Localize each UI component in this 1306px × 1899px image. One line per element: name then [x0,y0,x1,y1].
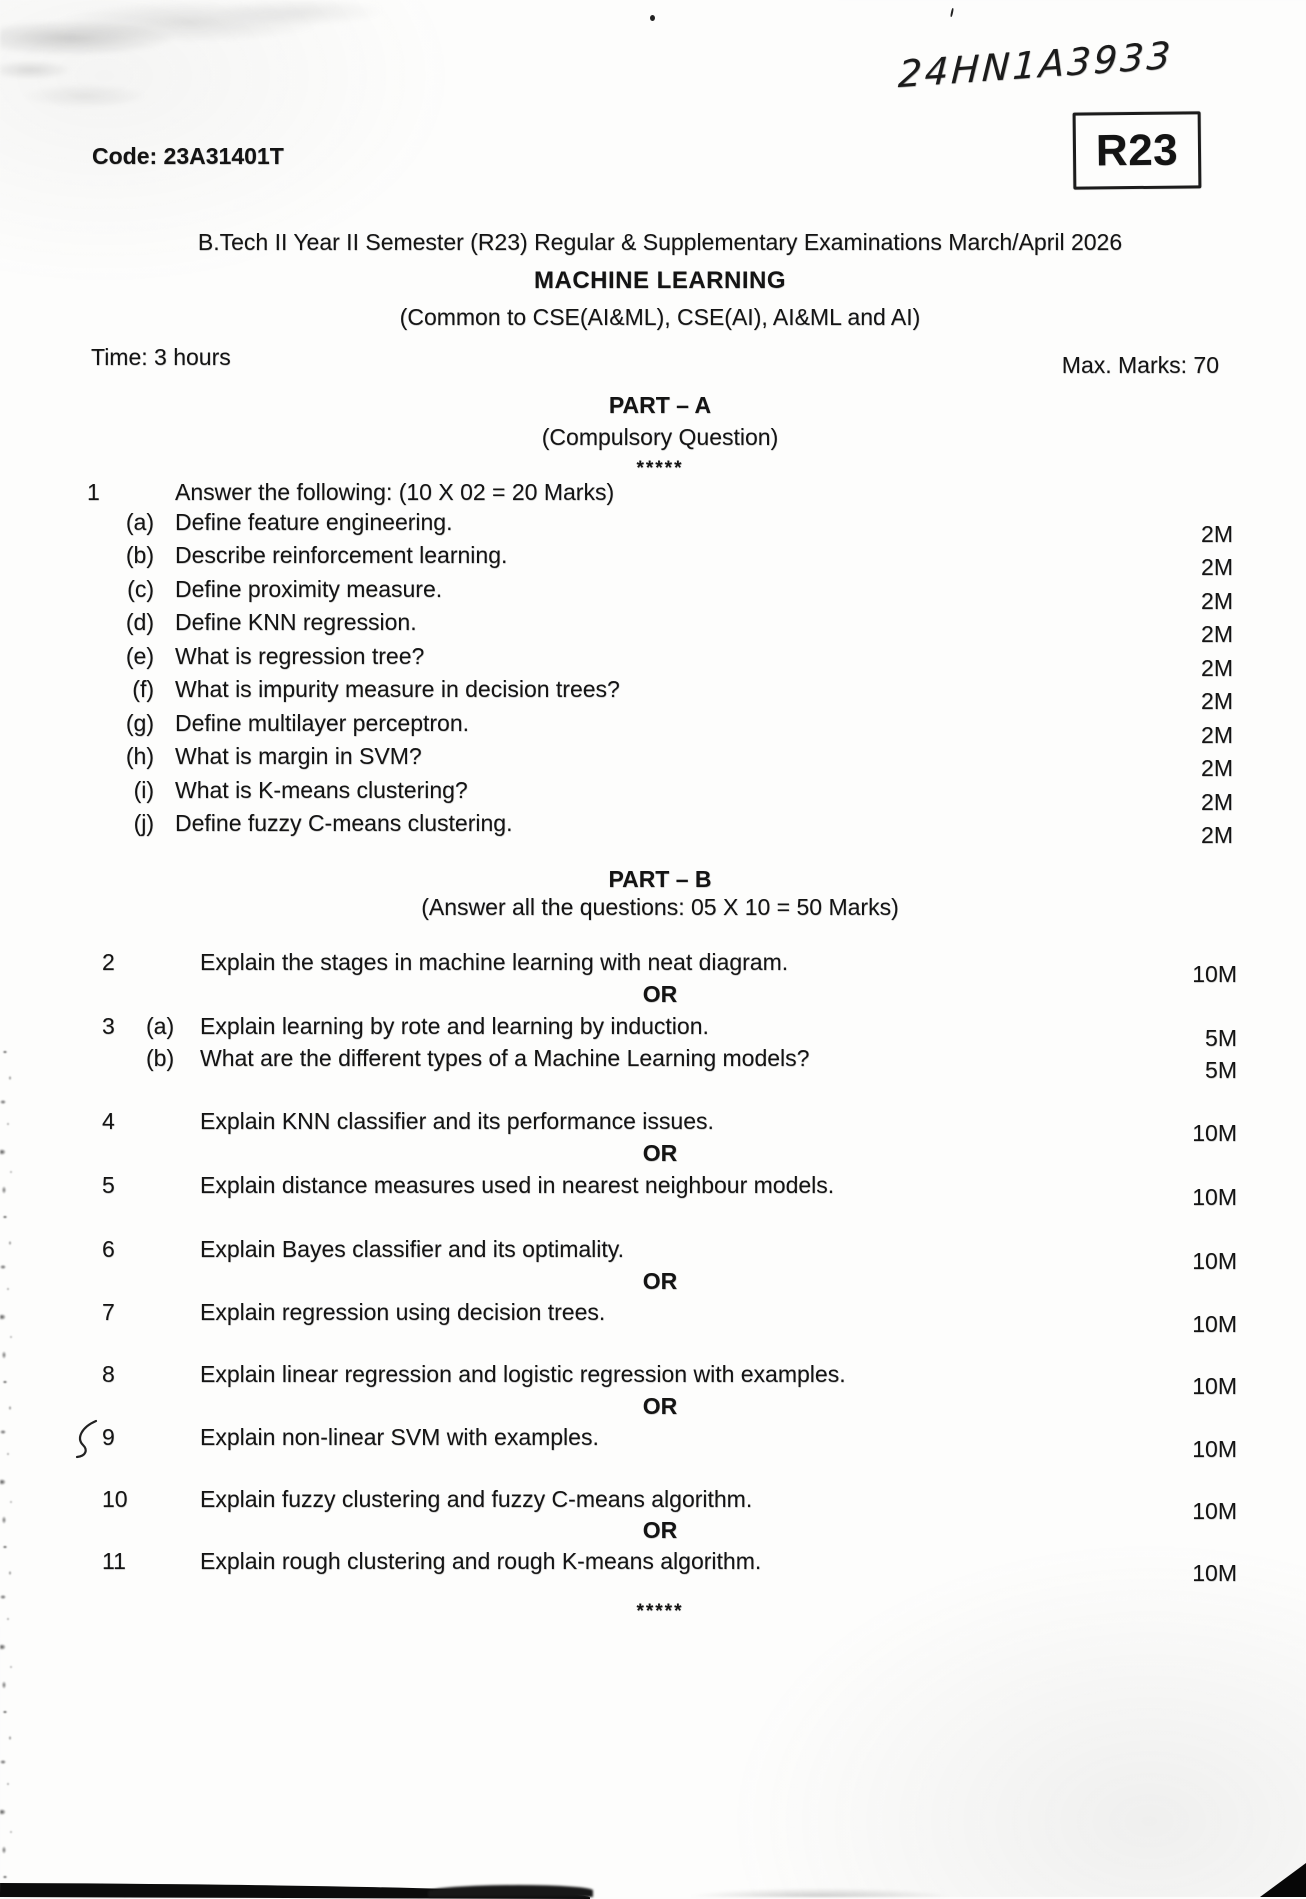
question-marks: 10M [1192,1560,1237,1586]
or-separator: OR [642,1140,678,1166]
question-marks: 10M [1192,1311,1237,1337]
scanner-speck-dot [650,15,655,21]
item-marks: 2M [1201,822,1233,848]
question-number: 8 [102,1361,115,1387]
item-text: Define fuzzy C-means clustering. [175,810,513,836]
item-label: (a) [125,509,154,535]
question-row [0,1486,1306,1524]
scanner-left-edge-noise [0,1040,15,1897]
item-text: What is impurity measure in decision trees? [175,676,620,702]
question-text: Answer the following: (10 X 02 = 20 Marks) [175,479,615,505]
or-separator: OR [642,981,678,1007]
scanner-corner-wedge [1260,1863,1306,1897]
question-row [0,1045,1306,1083]
question-number: 11 [102,1548,126,1574]
question-text: What are the different types of a Machine Learning models? [200,1045,810,1071]
question-number: 2 [102,949,115,975]
part-a-item [0,777,1306,815]
question-row [0,1172,1306,1210]
item-text: What is regression tree? [175,643,425,669]
question-number: 5 [102,1172,115,1198]
regulation-badge [1073,111,1202,189]
exam-title-line: B.Tech II Year II Semester (R23) Regular & Supplementary Examinations March/April 2026 [197,229,1123,255]
question-text: Explain fuzzy clustering and fuzzy C-means algorithm. [200,1486,753,1512]
question-number: 7 [102,1299,115,1325]
item-label: (f) [132,676,154,702]
question-text: Explain KNN classifier and its performance issues. [200,1108,714,1134]
question-number: 1 [87,479,100,505]
question-number: 4 [102,1108,115,1134]
question-text: Explain non-linear SVM with examples. [200,1424,599,1450]
question-number: 10 [102,1486,128,1512]
question-row [0,1236,1306,1274]
handwritten-register-number: 24HN1A3933 [897,33,1175,97]
question-row [0,1299,1306,1337]
question-row [0,1108,1306,1146]
item-marks: 2M [1201,588,1233,614]
question-marks: 5M [1205,1025,1237,1051]
question-row [0,1361,1306,1399]
item-label: (j) [133,810,154,836]
question-sublabel: (b) [146,1045,175,1071]
question-text: Explain rough clustering and rough K-means algorithm. [200,1548,762,1574]
item-label: (i) [133,777,154,803]
question-text: Explain the stages in machine learning with neat diagram. [200,949,789,975]
subject-title: MACHINE LEARNING [534,267,786,294]
question-sublabel: (a) [146,1013,175,1039]
item-text: Define feature engineering. [175,509,453,535]
question-number: 9 [102,1424,115,1450]
question-marks: 10M [1192,1373,1237,1399]
part-a-item [0,576,1306,614]
part-a-item [0,542,1306,580]
scanner-speck-mark [950,8,954,17]
question-text: Explain Bayes classifier and its optimality. [200,1236,624,1262]
question-text: Explain distance measures used in nearest neighbour models. [200,1172,835,1198]
question-1-row [0,479,1306,506]
question-marks: 10M [1192,1248,1237,1274]
or-separator: OR [642,1268,678,1294]
scanner-bottom-blob [428,1885,593,1897]
question-row [0,1424,1306,1462]
item-label: (e) [125,643,154,669]
question-marks: 10M [1192,961,1237,987]
part-a-item [0,609,1306,647]
question-row [0,1013,1306,1051]
item-text: What is margin in SVM? [175,743,422,769]
scanner-corner-smudge [0,0,430,115]
max-marks: Max. Marks: 70 [1061,352,1219,378]
item-marks: 2M [1201,621,1233,647]
item-label: (h) [125,743,154,769]
or-separator: OR [642,1393,678,1419]
part-a-item [0,509,1306,547]
part-a-item [0,676,1306,714]
time-allowed: Time: 3 hours [91,344,231,370]
part-a-item [0,643,1306,681]
question-number: 6 [102,1236,115,1262]
question-text: Explain linear regression and logistic regression with examples. [200,1361,846,1387]
item-label: (b) [125,542,154,568]
question-marks: 10M [1192,1120,1237,1146]
part-a-stars: ***** [636,458,684,479]
part-a-item [0,710,1306,748]
part-a-item [0,743,1306,781]
item-text: Define multilayer perceptron. [175,710,470,736]
item-text: What is K-means clustering? [175,777,468,803]
item-label: (g) [125,710,154,736]
question-row [0,949,1306,987]
part-b-subtitle: (Answer all the questions: 05 X 10 = 50 Marks) [421,894,899,920]
question-row [0,1548,1306,1586]
item-marks: 2M [1201,554,1233,580]
course-code: Code: 23A31401T [92,143,284,169]
question-marks: 10M [1192,1436,1237,1462]
common-to-line: (Common to CSE(AI&ML), CSE(AI), AI&ML and AI) [399,304,921,330]
regulation-badge-label: R23 [1095,125,1179,175]
item-marks: 2M [1201,655,1233,681]
item-label: (d) [125,609,154,635]
footer-stars: ***** [636,1601,684,1622]
or-separator: OR [642,1517,678,1543]
question-text: Explain regression using decision trees. [200,1299,606,1325]
item-marks: 2M [1201,789,1233,815]
question-marks: 10M [1192,1184,1237,1210]
item-marks: 2M [1201,722,1233,748]
scanner-bottom-smear [690,1888,950,1897]
question-number: 3 [102,1013,115,1039]
item-text: Define proximity measure. [175,576,443,602]
question-text: Explain learning by rote and learning by induction. [200,1013,709,1039]
part-b-title: PART – B [608,866,712,892]
item-marks: 2M [1201,755,1233,781]
item-text: Define KNN regression. [175,609,417,635]
handwritten-squiggle [72,1418,100,1460]
item-marks: 2M [1201,521,1233,547]
part-a-title: PART – A [608,392,712,418]
item-marks: 2M [1201,688,1233,714]
part-a-item [0,810,1306,848]
question-marks: 5M [1205,1057,1237,1083]
item-text: Describe reinforcement learning. [175,542,508,568]
item-label: (c) [127,576,154,602]
part-a-subtitle: (Compulsory Question) [541,424,779,450]
question-marks: 10M [1192,1498,1237,1524]
